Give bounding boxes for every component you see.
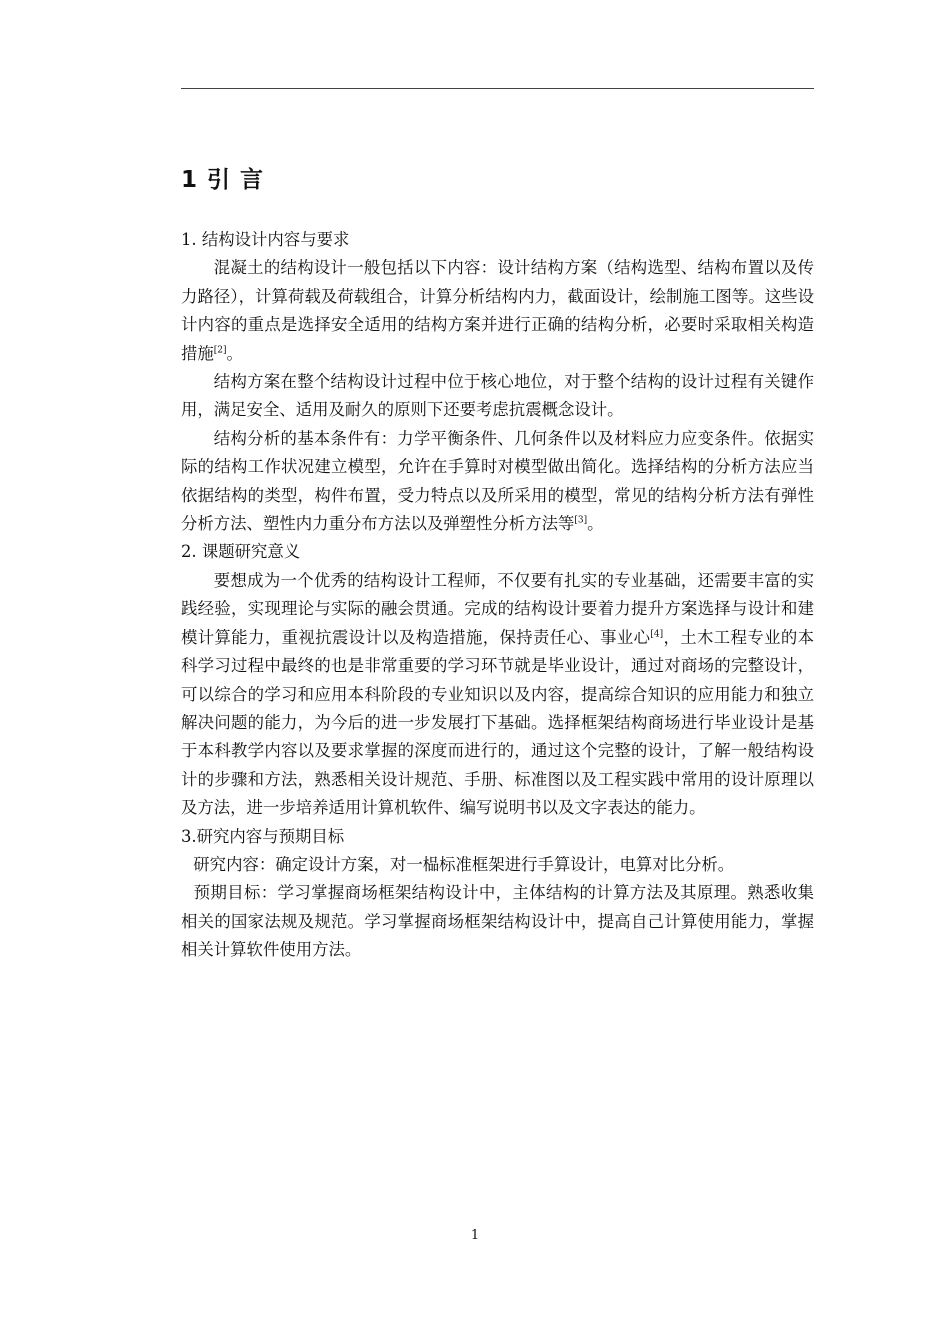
section-3-paragraph-1: 研究内容：确定设计方案，对一榀标准框架进行手算设计，电算对比分析。 — [193, 854, 735, 874]
citation-4: [4] — [650, 628, 664, 639]
section-1-heading: 1. 结构设计内容与要求 — [181, 230, 350, 249]
section-3-heading: 3.研究内容与预期目标 — [181, 826, 345, 846]
body-content — [181, 226, 814, 965]
citation-2: [2] — [213, 344, 227, 355]
header-rule — [181, 88, 814, 89]
page-number: 1 — [470, 1228, 480, 1243]
citation-3: [3] — [574, 515, 588, 526]
section-1-paragraph-2: 结构方案在整个结构设计过程中位于核心地位，对于整个结构的设计过程有关键作用，满足安全、适用及耐久的原则下还要考虑抗震概念设计。 — [181, 372, 814, 420]
section-2-heading: 2. 课题研究意义 — [181, 542, 301, 562]
section-1-paragraph-3: 结构分析的基本条件有：力学平衡条件、几何条件以及材料应力应变条件。依据实际的结构工作状况建立模型，允许在手算时对模型做出简化。选择结构的分析方法应当依据结构的类型，构件布置，受力特点以及所采用的模型，常见的结构分析方法有弹性分析方法、塑性内力重分布方法以及弹塑性分析方法等[3]。 — [181, 428, 814, 534]
section-1-paragraph-1: 混凝土的结构设计一般包括以下内容：设计结构方案（结构选型、结构布置以及传力路径），计算荷载及荷载组合，计算分析结构内力，截面设计，绘制施工图等。这些设计内容的重点是选择安全适用的结构方案并进行正确的结构分析，必要时采取相关构造措施[2]。 — [181, 258, 814, 363]
section-2-paragraph-1: 要想成为一个优秀的结构设计工程师，不仅要有扎实的专业基础，还需要丰富的实践经验，实现理论与实际的融会贯通。完成的结构设计要着力提升方案选择与设计和建模计算能力，重视抗震设计以及构造措施，保持责任心、事业心[4]，土木工程专业的本科学习过程中最终的也是非常重要的学习环节就是毕业设计，通过对商场的完整设计，可以综合的学习和应用本科阶段的专业知识以及内容，提高综合知识的应用能力和独立解决问题的能力，为今后的进一步发展打下基础。选择框架结构商场进行毕业设计是基于本科教学内容以及要求掌握的深度而进行的，通过这个完整的设计，了解一般结构设计的步骤和方法，熟悉相关设计规范、手册、标准图以及工程实践中常用的设计原理以及方法，进一步培养适用计算机软件、编写说明书以及文字表达的能力。 — [181, 570, 815, 818]
section-3-paragraph-2: 预期目标：学习掌握商场框架结构设计中，主体结构的计算方法及其原理。熟悉收集相关的国家法规及规范。学习掌握商场框架结构设计中，提高自己计算使用能力，掌握相关计算软件使用方法。 — [181, 883, 814, 960]
chapter-title: 1 引 言 — [181, 167, 265, 193]
